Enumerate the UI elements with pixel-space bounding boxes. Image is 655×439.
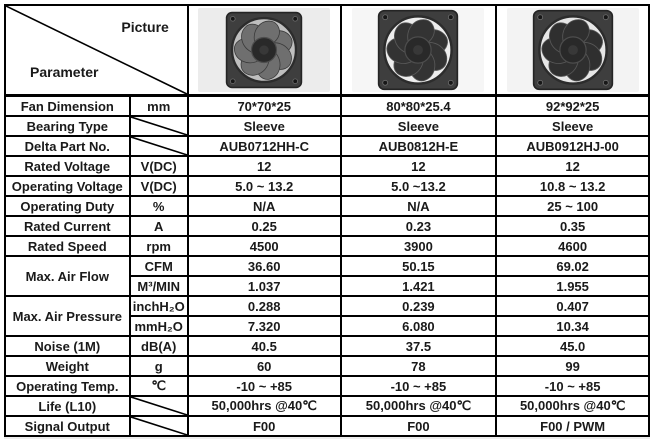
spec-value: 1.421 <box>341 276 497 296</box>
parameter-label: Operating Voltage <box>5 176 130 196</box>
spec-row-rated-current <box>5 216 649 236</box>
fan-icon <box>532 9 614 91</box>
spec-value: 50,000hrs @40℃ <box>341 396 497 416</box>
picture-header-label: Picture <box>121 19 169 35</box>
parameter-label: Operating Temp. <box>5 376 130 396</box>
spec-value: AUB0812H-E <box>341 136 497 156</box>
fan-spec-table <box>4 4 650 437</box>
spec-value: 0.35 <box>496 216 649 236</box>
unit-label: V(DC) <box>130 156 188 176</box>
spec-row-delta-part-no <box>5 136 649 156</box>
parameter-label: Delta Part No. <box>5 136 130 156</box>
spec-value: 10.8 ~ 13.2 <box>496 176 649 196</box>
spec-row-operating-voltage <box>5 176 649 196</box>
fan-icon <box>225 11 303 89</box>
spec-value: F00 / PWM <box>496 416 649 436</box>
spec-value: 12 <box>496 156 649 176</box>
spec-value: AUB0912HJ-00 <box>496 136 649 156</box>
parameter-label: Max. Air Flow <box>5 256 130 296</box>
spec-value: F00 <box>341 416 497 436</box>
spec-value: 4600 <box>496 236 649 256</box>
fan-photo-cell-1 <box>188 5 341 96</box>
spec-value: 7.320 <box>188 316 341 336</box>
spec-row-life <box>5 396 649 416</box>
spec-row-max-air-pressure-inch <box>5 296 649 316</box>
spec-value: Sleeve <box>496 116 649 136</box>
spec-value: 25 ~ 100 <box>496 196 649 216</box>
parameter-label: Noise (1M) <box>5 336 130 356</box>
spec-value: 50.15 <box>341 256 497 276</box>
spec-value: 12 <box>341 156 497 176</box>
spec-value: 0.407 <box>496 296 649 316</box>
unit-label: mmH₂O <box>130 316 188 336</box>
spec-value: -10 ~ +85 <box>341 376 497 396</box>
parameter-label: Fan Dimension <box>5 96 130 117</box>
spec-value: 3900 <box>341 236 497 256</box>
unit-cell-blank <box>130 136 188 156</box>
spec-value: 40.5 <box>188 336 341 356</box>
unit-label: inchH₂O <box>130 296 188 316</box>
unit-label: ℃ <box>130 376 188 396</box>
spec-value: 99 <box>496 356 649 376</box>
parameter-label: Signal Output <box>5 416 130 436</box>
spec-value: 69.02 <box>496 256 649 276</box>
spec-value: 0.288 <box>188 296 341 316</box>
unit-cell-blank <box>130 396 188 416</box>
spec-row-noise <box>5 336 649 356</box>
spec-value: -10 ~ +85 <box>188 376 341 396</box>
spec-value: 5.0 ~ 13.2 <box>188 176 341 196</box>
spec-value: 0.25 <box>188 216 341 236</box>
spec-value: 50,000hrs @40℃ <box>496 396 649 416</box>
spec-row-rated-speed <box>5 236 649 256</box>
parameter-label: Rated Current <box>5 216 130 236</box>
unit-cell-blank <box>130 416 188 436</box>
unit-label: A <box>130 216 188 236</box>
unit-label: rpm <box>130 236 188 256</box>
fan-icon <box>377 9 459 91</box>
parameter-label: Rated Voltage <box>5 156 130 176</box>
spec-value: 1.955 <box>496 276 649 296</box>
parameter-label: Weight <box>5 356 130 376</box>
spec-value: 36.60 <box>188 256 341 276</box>
spec-value: 60 <box>188 356 341 376</box>
spec-value: 0.239 <box>341 296 497 316</box>
spec-value: 4500 <box>188 236 341 256</box>
spec-row-weight <box>5 356 649 376</box>
spec-value: 10.34 <box>496 316 649 336</box>
unit-cell-blank <box>130 116 188 136</box>
spec-value: 0.23 <box>341 216 497 236</box>
unit-label: g <box>130 356 188 376</box>
spec-value: 78 <box>341 356 497 376</box>
spec-value: 50,000hrs @40℃ <box>188 396 341 416</box>
spec-row-operating-temp <box>5 376 649 396</box>
unit-label: CFM <box>130 256 188 276</box>
header-row <box>5 5 649 96</box>
spec-value: N/A <box>341 196 497 216</box>
spec-row-signal-output <box>5 416 649 436</box>
spec-value: F00 <box>188 416 341 436</box>
spec-value: -10 ~ +85 <box>496 376 649 396</box>
parameter-label: Operating Duty <box>5 196 130 216</box>
fan-photo <box>507 8 639 92</box>
spec-row-fan-dimension <box>5 96 649 117</box>
parameter-label: Max. Air Pressure <box>5 296 130 336</box>
fan-photo <box>198 8 330 92</box>
fan-photo-cell-3 <box>496 5 649 96</box>
spec-value: N/A <box>188 196 341 216</box>
spec-value: 45.0 <box>496 336 649 356</box>
spec-row-bearing-type <box>5 116 649 136</box>
unit-label: dB(A) <box>130 336 188 356</box>
spec-row-operating-duty <box>5 196 649 216</box>
parameter-label: Bearing Type <box>5 116 130 136</box>
spec-row-max-air-flow-cfm <box>5 256 649 276</box>
parameter-label: Life (L10) <box>5 396 130 416</box>
spec-value: 1.037 <box>188 276 341 296</box>
diagonal-strike-line <box>131 137 187 155</box>
spec-value: Sleeve <box>341 116 497 136</box>
spec-value: 5.0 ~13.2 <box>341 176 497 196</box>
spec-value: 12 <box>188 156 341 176</box>
diagonal-strike-line <box>131 117 187 135</box>
parameter-header-label: Parameter <box>30 64 99 80</box>
spec-value: AUB0712HH-C <box>188 136 341 156</box>
spec-row-rated-voltage <box>5 156 649 176</box>
spec-value: 80*80*25.4 <box>341 96 497 117</box>
spec-value: 92*92*25 <box>496 96 649 117</box>
unit-label: mm <box>130 96 188 117</box>
unit-label: M³/MIN <box>130 276 188 296</box>
fan-photo-cell-2 <box>341 5 497 96</box>
spec-value: 37.5 <box>341 336 497 356</box>
diagonal-strike-line <box>131 417 187 435</box>
fan-photo <box>352 8 484 92</box>
spec-value: 6.080 <box>341 316 497 336</box>
spec-value: Sleeve <box>188 116 341 136</box>
picture-parameter-corner-cell <box>5 5 188 96</box>
unit-label: V(DC) <box>130 176 188 196</box>
spec-value: 70*70*25 <box>188 96 341 117</box>
diagonal-strike-line <box>131 397 187 415</box>
unit-label: % <box>130 196 188 216</box>
parameter-label: Rated Speed <box>5 236 130 256</box>
